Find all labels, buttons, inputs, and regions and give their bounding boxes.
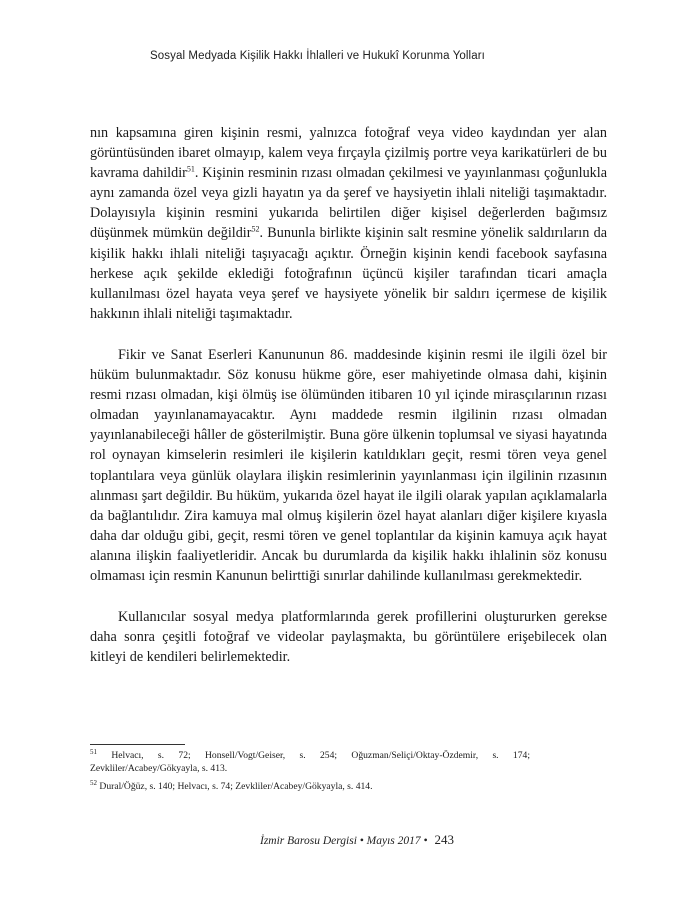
paragraph-1: nın kapsamına giren kişinin resmi, yalnızca fotoğraf veya video kaydından yer alan görüntüsünden ibaret olmayıp, kalem veya fırçayla çizilmiş portre veya karikatürleri de bu kavrama dahildir$^{51}$. Kişinin resminin rızası olmadan çekilmesi ve yayınlanması çoğunlukla aynı zamanda özel veya gizli hayatın ya da şeref ve haysiyetin ihlali niteliği taşımaktadır. Dolayısıyla kişinin resmini yukarıda belirtilen diğer kişisel değerlerden bağımsız düşünmek mümkün değildir$^{52}$. Bununla birlikte kişinin salt resmine yönelik saldırıların da kişilik hakkı ihlali niteliği taşıyacağı açıktır. Örneğin kişinin kendi facebook sayfasına herkese açık şekilde eklediği fotoğrafının üçüncü kişiler tarafından ticari amaçla kullanılması özel hayata veya şeref ve haysiyete yönelik bir saldırı içermese de kişilik hakkının ihlali niteliği taşımaktadır. [90, 125, 607, 322]
footnote-number: 51 [90, 747, 97, 756]
footnote-divider [90, 744, 185, 745]
footnote-51: $^{51}$ Helvacı, s. 72; Honsell/Vogt/Geiser, s. 254; Oğuzman/Seliçi/Oktay-Özdemir, s. 174; Zevkliler/Acabey/Gökyayla, s. 413. [90, 747, 530, 774]
paragraph-2: Fikir ve Sanat Eserleri Kanununun 86. maddesinde kişinin resmi ile ilgili özel bir hüküm bulunmaktadır. Söz konusu hükme göre, eser mahiyetinde olmasa dahi, kişinin resmi rızası olmadan, kişi ölmüş ise ölümünden itibaren 10 yıl içinde mirasçılarının rızası olmadan yayınlanamayacaktır. Aynı maddede resmin ilgilinin rızası olmadan yayınlanabileceği hâller de gösterilmiştir. Buna göre ülkenin toplumsal ve siyasi hayatında rol oynayan kimselerin resimleri ile kişilerin katıldıkları geçit, resmi tören veya genel toplantılara veya günlük olaylara ilişkin resimlerinin yayınlanması için ilgilinin rızasının alınması şart değildir. Bu hüküm, yukarıda özel hayat ile ilgili olarak yapılan açıklamalarla da bağlantılıdır. Zira kamuya mal olmuş kişilerin özel hayat alanları diğer kişilere kıyasla daha dar olduğu gibi, geçit, resmi tören ve genel toplantılar da kişinin kamuya açık hayat alanına ilişkin faaliyetleridir. Ancak bu durumlarda da kişilik hakkı ihlalinin söz konusu olmaması için resmin Kanunun belirttiği sınırlar dahilinde kullanılması gerekmektedir. [90, 346, 607, 584]
footnote-52: $^{52}$ Dural/Öğüz, s. 140; Helvacı, s. 74; Zevkliler/Acabey/Gökyayla, s. 414. [90, 778, 373, 792]
paragraph-3: Kullanıcılar sosyal medya platformlarında gerek profillerini oluştururken gerekse daha sonra çeşitli fotoğraf ve videolar paylaşmakta, bu görüntülere erişebilecek olan kitleyi de kendileri belirlemektedir. [90, 609, 607, 666]
journal-name: İzmir Barosu Dergisi • Mayıs 2017 • [260, 835, 428, 847]
footnotes [90, 747, 530, 800]
page-number: 243 [434, 832, 454, 847]
running-header: Sosyal Medyada Kişilik Hakkı İhlalleri ve Hukukî Korunma Yolları [150, 50, 485, 62]
footnote-ref-51[interactable]: 51 [186, 164, 195, 174]
body-text [90, 123, 607, 667]
page-footer [260, 832, 510, 848]
footnote-ref-52[interactable]: 52 [251, 224, 260, 234]
footnote-number: 52 [90, 778, 97, 787]
